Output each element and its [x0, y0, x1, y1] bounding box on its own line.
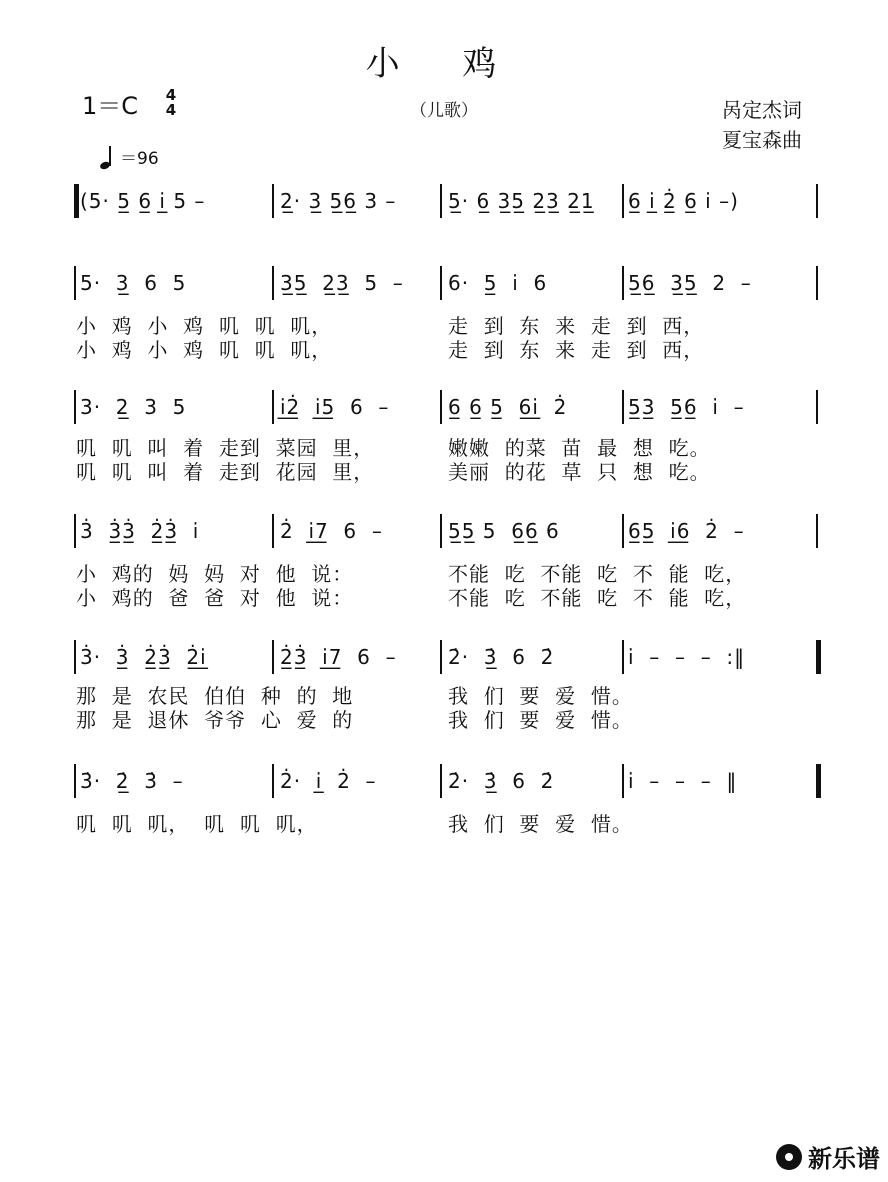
- measure: 5· 3̲ 6 5: [80, 271, 187, 295]
- lyric-phrase: 小 鸡 小 鸡 叽 叽 叽，: [76, 338, 333, 362]
- bar-line: [440, 514, 442, 548]
- bar-line: [440, 266, 442, 300]
- meter-top: 4: [165, 86, 177, 104]
- measure: 3̇ 3̲̇3̲̇ 2̲̇3̲̇ i̇: [80, 519, 200, 543]
- bar-line: [816, 514, 818, 548]
- measure: i̲̇2̲̇ i̲̇5̲ 6 –: [280, 395, 390, 419]
- bar-line: [816, 640, 821, 674]
- measure: 3̇· 2̲̇ 3̇ –: [80, 769, 184, 793]
- measure: 2̲· 3̲ 5̲6̲ 3 –: [280, 189, 397, 213]
- measure: 6· 5̲ i̇ 6: [448, 271, 548, 295]
- music-system: [72, 764, 824, 798]
- lyric-phrase: 我 们 要 爱 惜。: [448, 684, 633, 708]
- bar-line: [272, 640, 274, 674]
- song-title: 小 鸡: [365, 44, 523, 84]
- music-system: [72, 184, 824, 218]
- lyric-phrase: 叽 叽 叽， 叽 叽 叽，: [76, 812, 318, 836]
- bar-line: [816, 390, 818, 424]
- bar-line: [816, 266, 818, 300]
- lyric-phrase: 不能 吃 不能 吃 不 能 吃，: [448, 586, 747, 610]
- key-signature: 1＝C: [82, 92, 139, 120]
- bar-line: [272, 266, 274, 300]
- lyric-phrase: 不能 吃 不能 吃 不 能 吃，: [448, 562, 747, 586]
- lyricist-credit: 呙定杰词: [722, 98, 802, 122]
- bar-line: [74, 640, 76, 674]
- lyric-phrase: 我 们 要 爱 惜。: [448, 708, 633, 732]
- lyric-phrase: 那 是 农民 伯伯 种 的 地: [76, 684, 354, 708]
- measure: i̇ – – – ‖: [628, 769, 738, 793]
- bar-line: [622, 764, 624, 798]
- bar-line: [440, 184, 442, 218]
- lyric-phrase: 走 到 东 来 走 到 西，: [448, 338, 705, 362]
- lyric-phrase: 我 们 要 爱 惜。: [448, 812, 633, 836]
- music-system: [72, 266, 824, 300]
- lyric-phrase: 嫩嫩 的菜 苗 最 想 吃。: [448, 436, 711, 460]
- tempo-marking: [100, 144, 159, 169]
- measure: 2̇· i̲̇ 2̇ –: [280, 769, 377, 793]
- quarter-note-icon: [100, 145, 114, 169]
- measure: 5̲3̲ 5̲6̲ i̇ –: [628, 395, 745, 419]
- measure: 2̇· 3̲̇ 6 2̇: [448, 769, 555, 793]
- measure: 5̲6̲ 3̲5̲ 2 –: [628, 271, 752, 295]
- bar-line: [622, 184, 624, 218]
- bar-line: [622, 514, 624, 548]
- measure: 2̇· 3̲̇ 6 2̇: [448, 645, 555, 669]
- bar-line: [440, 640, 442, 674]
- bar-line: [440, 390, 442, 424]
- bar-line: [74, 390, 76, 424]
- bar-line: [272, 764, 274, 798]
- bar-line: [622, 640, 624, 674]
- bar-line: [816, 764, 821, 798]
- record-disc-icon: [776, 1144, 802, 1170]
- lyric-phrase: 叽 叽 叫 着 走到 菜园 里，: [76, 436, 375, 460]
- measure: 3̇· 3̲̇ 2̲̇3̲̇ 2̲̇i̲̇: [80, 645, 207, 669]
- bar-line: [272, 514, 274, 548]
- site-logo: [776, 1139, 880, 1174]
- measure: 3· 2̲ 3 5: [80, 395, 187, 419]
- lyric-phrase: 小 鸡的 爸 爸 对 他 说：: [76, 586, 354, 610]
- bar-line: [74, 764, 76, 798]
- bar-line: [440, 764, 442, 798]
- measure: 6̲ 6̲ 5̲ 6̲i̲̇ 2̇: [448, 395, 568, 419]
- bar-line: [74, 514, 76, 548]
- bar-line: [74, 266, 76, 300]
- lyric-phrase: 走 到 东 来 走 到 西，: [448, 314, 705, 338]
- measure: (5· 5̲ 6̲ i̲̇ 5 –: [80, 189, 206, 213]
- bar-line: [272, 184, 274, 218]
- measure: i̇ – – – :‖: [628, 645, 746, 669]
- genre-label: （儿歌）: [410, 101, 478, 121]
- music-system: [72, 390, 824, 424]
- lyric-phrase: 叽 叽 叫 着 走到 花园 里，: [76, 460, 375, 484]
- bar-line: [622, 266, 624, 300]
- music-system: [72, 514, 824, 548]
- tempo-value: ＝96: [120, 149, 159, 169]
- bar-line: [272, 390, 274, 424]
- lyric-phrase: 美丽 的花 草 只 想 吃。: [448, 460, 711, 484]
- measure: 2̇ i̲̇7̲ 6 –: [280, 519, 383, 543]
- measure: 5̲5̲ 5 6̲6̲ 6: [448, 519, 560, 543]
- lyric-phrase: 那 是 退休 爷爷 心 爱 的: [76, 708, 354, 732]
- measure: 6̲5̲ i̲̇6̲ 2̇ –: [628, 519, 745, 543]
- measure: 6̲ i̲̇ 2̲̇ 6̲ i̇ –): [628, 189, 739, 213]
- composer-credit: 夏宝森曲: [722, 128, 802, 152]
- music-system: [72, 640, 824, 674]
- lyric-phrase: 小 鸡的 妈 妈 对 他 说：: [76, 562, 354, 586]
- bar-line: [816, 184, 818, 218]
- logo-text: 新乐谱: [808, 1145, 880, 1173]
- lyric-phrase: 小 鸡 小 鸡 叽 叽 叽，: [76, 314, 333, 338]
- bar-line: [74, 184, 79, 218]
- bar-line: [622, 390, 624, 424]
- measure: 2̲̇3̲̇ i̲̇7̲ 6 –: [280, 645, 397, 669]
- measure: 5̲· 6̲ 3̲5̲ 2̲3̲ 2̲1̲: [448, 189, 595, 213]
- meter-bottom: 4: [165, 101, 177, 119]
- measure: 3̲5̲ 2̲3̲ 5 –: [280, 271, 404, 295]
